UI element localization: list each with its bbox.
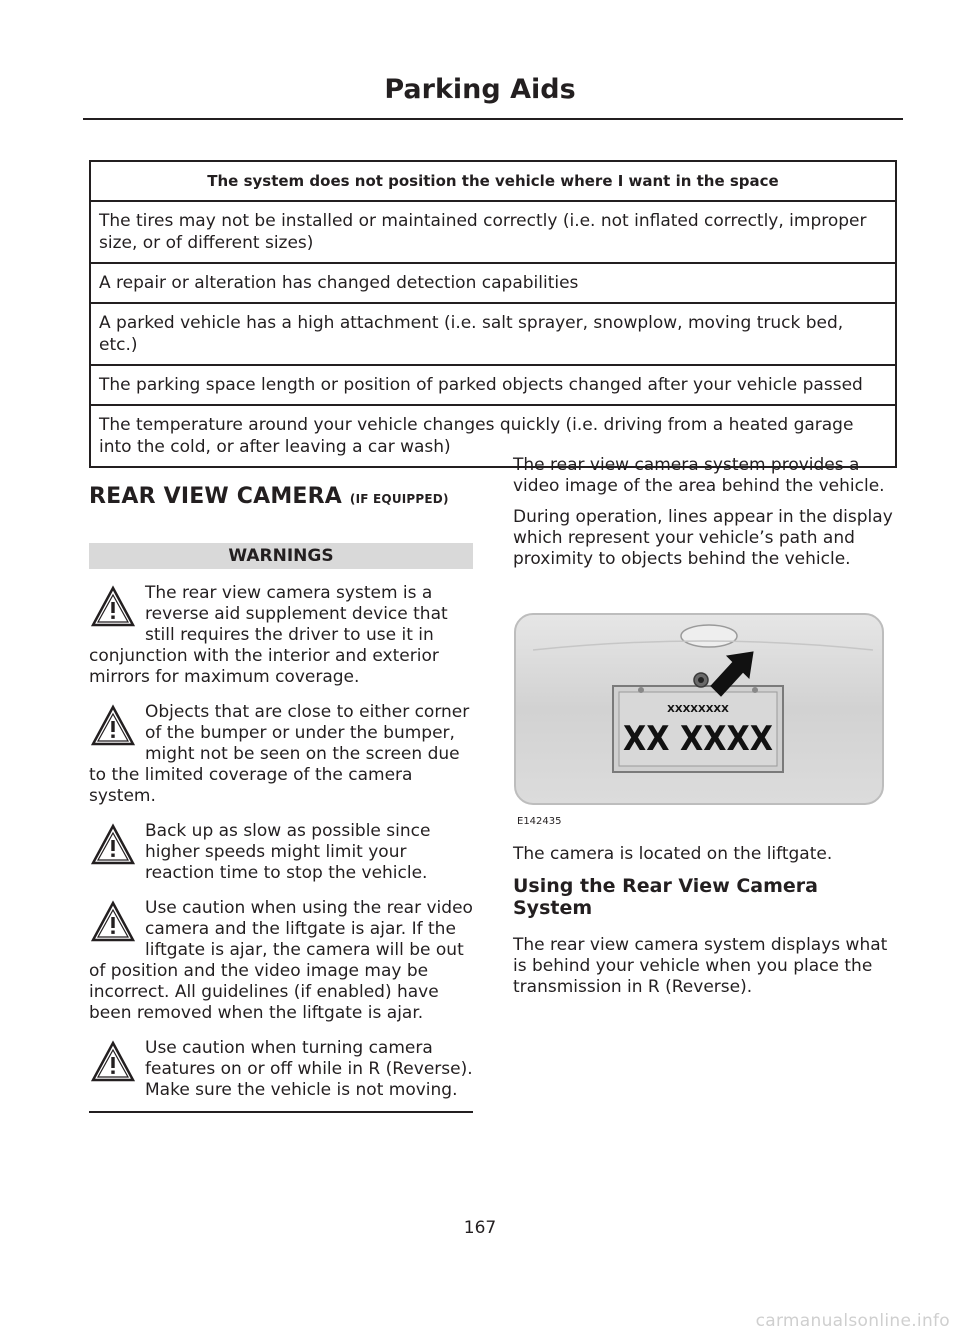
warning-text: Use caution when using the rear video camera and the liftgate is ajar. If the liftgate is ajar, the camera will be out of position and the video image may be incorrect. All guidelines (if enabled) have been removed when the liftgate is ajar. [89,898,473,1023]
table-row: A parked vehicle has a high attachment (i.e. salt sprayer, snowplow, moving truck bed, etc.) [90,303,896,365]
warning-block [89,702,473,807]
warning-text: Back up as slow as possible since higher speeds might limit your reaction time to stop the vehicle. [145,821,431,883]
intro-paragraph: The rear view camera system provides a video image of the area behind the vehicle. [513,455,885,496]
figure-caption: The camera is located on the liftgate. [513,844,833,864]
plate-big-text: XX XXXX [623,719,773,759]
warning-triangle-icon [91,704,135,748]
liftgate-drawing [513,610,897,820]
warning-triangle-icon [91,900,135,944]
table-row: A repair or alteration has changed detection capabilities [90,263,896,303]
table-row: The temperature around your vehicle changes quickly (i.e. driving from a heated garage into the cold, or after leaving a car wash) [90,405,896,467]
watermark[interactable]: carmanualsonline.info [755,1311,950,1331]
warning-triangle-icon [91,823,135,867]
causes-table [89,160,897,468]
liftgate-camera-illustration [513,610,897,830]
warning-text: The rear view camera system is a reverse aid supplement device that still requires the driver to use it in conjunction with the interior and exterior mirrors for maximum coverage. [89,583,448,687]
section-heading-text: REAR VIEW CAMERA [89,484,343,509]
warning-text: Objects that are close to either corner of the bumper or under the bumper, might not be seen on the screen due to the limited coverage of the camera system. [89,702,470,806]
warning-block [89,898,473,1024]
section-heading [89,484,473,509]
table-heading: The system does not position the vehicle where I want in the space [90,161,896,201]
table-row: The tires may not be installed or maintained correctly (i.e. not inflated correctly, improper size, or of different sizes) [90,201,896,263]
warning-block [89,583,473,688]
warnings-banner: WARNINGS [89,543,473,569]
intro-paragraph: During operation, lines appear in the display which represent your vehicle’s path and proximity to objects behind the vehicle. [513,507,893,569]
using-paragraph: The rear view camera system displays what is behind your vehicle when you place the transmission in R (Reverse). [513,935,888,997]
page-number: 167 [463,1218,497,1238]
warning-block [89,1038,473,1101]
right-column [513,455,897,1008]
plate-small-text: XXXXXXXX [667,704,729,715]
figure-code: E142435 [517,816,562,827]
section-heading-suffix: (IF EQUIPPED) [349,492,449,506]
subsection-heading: Using the Rear View Camera System [513,875,819,919]
warning-block [89,821,473,884]
table-row: The parking space length or position of parked objects changed after your vehicle passed [90,365,896,405]
page-title: Parking Aids [384,74,576,105]
warnings-end-divider [89,1111,473,1113]
warning-text: Use caution when turning camera features on or off while in R (Reverse). Make sure the vehicle is not moving. [145,1038,473,1100]
warning-triangle-icon [91,585,135,629]
warning-triangle-icon [91,1040,135,1084]
camera-icon [694,673,708,687]
left-column [89,484,473,1113]
header-divider [83,118,903,120]
